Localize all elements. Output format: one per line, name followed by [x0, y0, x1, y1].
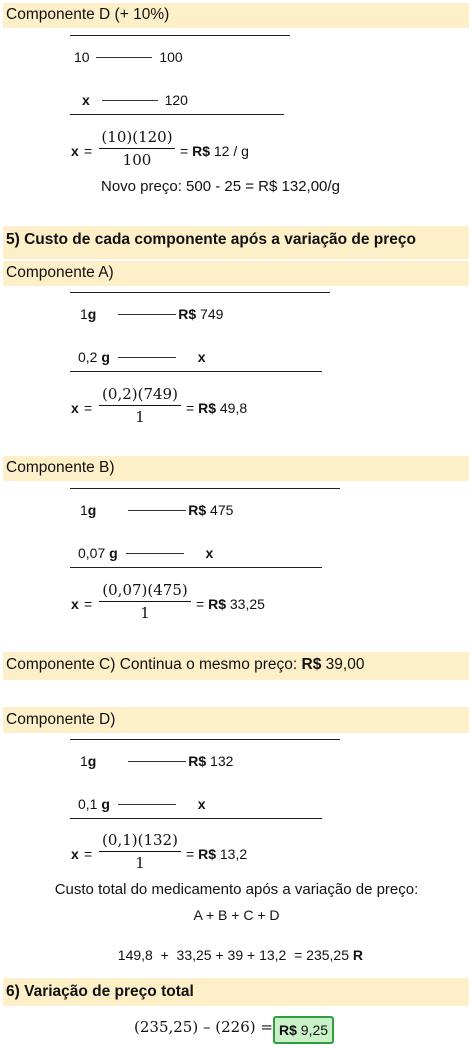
currency-label: R$	[188, 753, 207, 769]
novo-preco-line: Novo preço: 500 - 25 = R$ 132,00/g	[101, 178, 340, 195]
fraction-numerator: (0,1)(132)	[99, 829, 181, 852]
row-right-value: x	[197, 349, 206, 365]
dash-line	[118, 357, 176, 358]
equation-result	[180, 143, 249, 159]
compA-header: Componente A)	[6, 264, 114, 281]
divider	[70, 371, 322, 372]
variation-right: (226)	[215, 1018, 256, 1036]
compD-price-header: Componente D (+ 10%)	[6, 6, 170, 23]
total-sum	[0, 931, 473, 963]
row-left-value: 1	[80, 306, 88, 322]
dash-line	[102, 100, 158, 101]
fraction-numerator: (10)(120)	[99, 126, 175, 149]
divider	[70, 567, 322, 568]
equals-sign: =	[196, 596, 205, 612]
unit-label: g	[87, 502, 97, 518]
variation-expression	[134, 1018, 273, 1036]
rule-row-1	[80, 502, 233, 518]
row-left-value: 1	[80, 753, 88, 769]
equation-eq: =	[84, 143, 93, 159]
equation-result	[196, 596, 265, 612]
equation-result	[186, 846, 247, 862]
row-right-value: 132	[210, 753, 234, 769]
equation-var: x	[71, 596, 79, 612]
divider	[70, 292, 330, 293]
equation-var: x	[71, 400, 79, 416]
row-left-value: 0,07	[78, 545, 106, 561]
equals-sign: =	[186, 400, 195, 416]
fraction-numerator: (0,07)(475)	[99, 579, 191, 602]
currency-label: R$	[188, 502, 207, 518]
unit-label: g	[87, 306, 97, 322]
unit-label: g	[101, 796, 110, 812]
dash-line	[96, 57, 152, 58]
result-value: 49,8	[219, 400, 248, 416]
total-caption: Custo total do medicamento após a variação de preço:	[54, 881, 419, 898]
fraction-numerator: (0,2)(749)	[99, 383, 181, 406]
row-left-value: 0,1	[78, 796, 98, 812]
row-left-value: 1	[80, 502, 88, 518]
currency-label: R$	[198, 846, 216, 862]
currency-label: R$	[198, 400, 216, 416]
variation-result-box	[273, 1016, 334, 1044]
equals-sign: =	[180, 143, 189, 159]
equation-result	[186, 400, 247, 416]
divider	[70, 114, 284, 115]
section-5-title: 5) Custo de cada componente após a variação de preço	[6, 231, 417, 248]
dash-line	[126, 553, 184, 554]
result-value: 12 / g	[213, 143, 249, 159]
rule-row-2	[78, 349, 206, 365]
compC-line	[6, 656, 364, 674]
rule-row-1	[74, 49, 183, 65]
row-right-value: 100	[159, 49, 183, 65]
rule-row-2	[78, 545, 213, 561]
equation-var: x	[71, 143, 79, 159]
rule-row-1	[80, 306, 223, 322]
equals-sign: =	[186, 846, 195, 862]
variation-minus: –	[202, 1018, 211, 1036]
result-value: 13,2	[219, 846, 248, 862]
compC-label: Componente C) Continua o mesmo preço:	[6, 656, 298, 673]
variation-equals: =	[260, 1018, 273, 1036]
unit-label: g	[109, 545, 118, 561]
result-value: 33,25	[229, 596, 265, 612]
rule-row-1	[80, 753, 233, 769]
variation-left: (235,25)	[134, 1018, 199, 1036]
equation-eq: =	[84, 846, 93, 862]
dash-line	[118, 314, 176, 315]
row-left-value: 0,2	[78, 349, 98, 365]
divider	[70, 818, 322, 819]
variation-result: 9,25	[300, 1022, 329, 1038]
currency-label: R$	[301, 656, 322, 673]
unit-label: g	[87, 753, 97, 769]
dash-line	[128, 761, 186, 762]
fraction-denominator: 100	[122, 151, 152, 169]
fraction	[99, 383, 181, 428]
fraction	[99, 579, 191, 624]
divider	[70, 35, 290, 36]
fraction	[99, 829, 181, 874]
row-right-value: x	[205, 545, 214, 561]
rule-row-2	[78, 796, 206, 812]
equation-eq: =	[84, 400, 93, 416]
equation-var: x	[71, 846, 79, 862]
rule-row-2	[82, 92, 188, 108]
currency-label: R$	[178, 306, 197, 322]
unit-label: g	[101, 349, 110, 365]
total-formula: A + B + C + D	[193, 907, 280, 923]
total-sum-expression: 149,8 + 33,25 + 39 + 13,2 = 235,25	[117, 947, 349, 963]
row-right-value: 120	[164, 92, 188, 108]
compB-header: Componente B)	[6, 459, 115, 476]
fraction-denominator: 1	[135, 854, 145, 872]
section-6-title: 6) Variação de preço total	[6, 983, 194, 1000]
compC-value: 39,00	[325, 656, 365, 673]
divider	[70, 488, 340, 489]
fraction-denominator: 1	[140, 604, 150, 622]
currency-label: R$	[208, 596, 226, 612]
row-left-value: x	[82, 92, 90, 108]
total-sum-unit: R	[352, 947, 363, 963]
row-right-value: 749	[200, 306, 224, 322]
row-left-value: 10	[74, 49, 90, 65]
fraction	[99, 126, 175, 171]
currency-label: R$	[279, 1022, 297, 1038]
divider	[70, 739, 340, 740]
compD-header: Componente D)	[6, 711, 116, 728]
dash-line	[118, 804, 176, 805]
fraction-denominator: 1	[135, 408, 145, 426]
currency-label: R$	[192, 143, 210, 159]
row-right-value: 475	[210, 502, 234, 518]
row-right-value: x	[197, 796, 206, 812]
equation-eq: =	[84, 596, 93, 612]
dash-line	[128, 510, 186, 511]
